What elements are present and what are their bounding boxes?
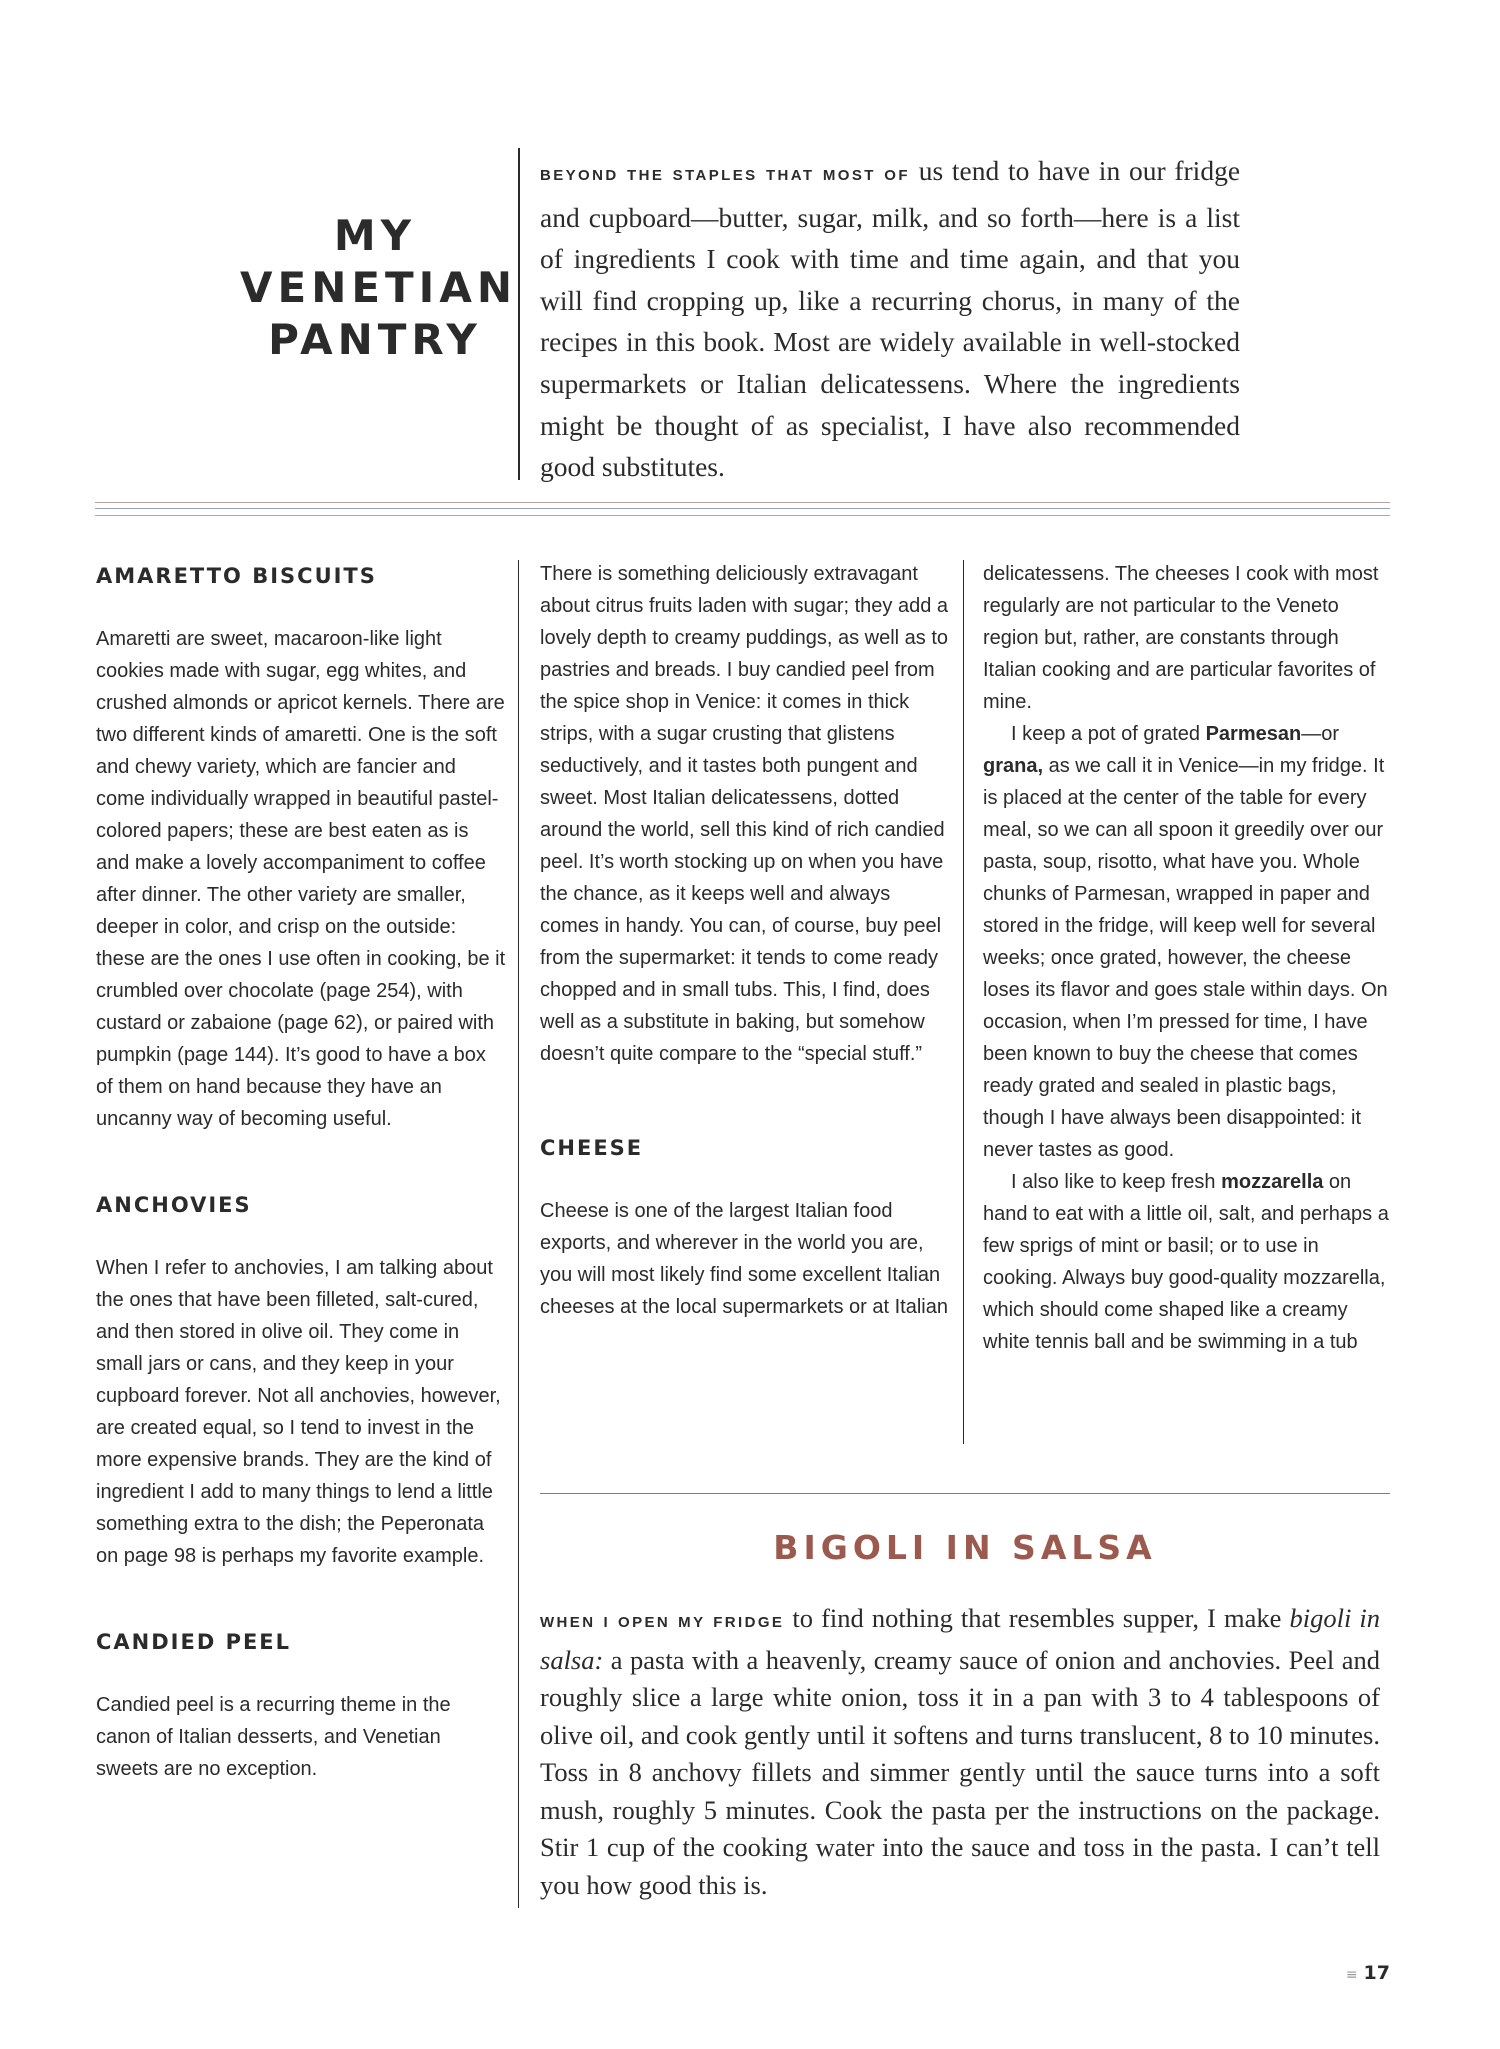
intro-vertical-rule bbox=[518, 148, 520, 480]
title-line: MY bbox=[333, 211, 417, 260]
recipe-lead: WHEN I OPEN MY FRIDGE bbox=[540, 1614, 785, 1631]
text: I keep a pot of grated bbox=[1011, 723, 1206, 745]
divider bbox=[95, 515, 1390, 516]
page-mark-icon: ≡ bbox=[1345, 1967, 1358, 1983]
recipe-divider bbox=[540, 1493, 1390, 1494]
section-heading-candied-peel: CANDIED PEEL bbox=[96, 1630, 292, 1654]
section-body-amaretto: Amaretti are sweet, macaroon-like light cookies made with sugar, egg whites, and crushed almonds or apricot kernels. There are two different kinds of amaretti. One is the soft and chewy variety, which are fancier and come individually wrapped in beautiful pastel-colored papers; these are best eaten as is and make a lovely accompaniment to coffee after dinner. The other variety are smaller, deeper in color, and crisp on the outside: these are the ones I use often in cooking, be it crumbled over chocolate (page 254), with custard or zabaione (page 62), or paired with pumpkin (page 144). It’s good to have a box of them on hand because they have an uncanny way of becoming useful. bbox=[96, 628, 506, 1130]
text: I also like to keep fresh bbox=[1011, 1171, 1222, 1193]
recipe-paragraph bbox=[540, 1600, 1380, 1904]
section-body-anchovies: When I refer to anchovies, I am talking about the ones that have been filleted, salt-cured, and then stored in olive oil. They come in small jars or cans, and they keep in your cupboard forever. Not all anchovies, however, are created equal, so I tend to invest in the more expensive brands. They are the kind of ingredient I add to many things to lend a little something extra to the dish; the Peperonata on page 98 is perhaps my favorite example. bbox=[96, 1257, 501, 1567]
bold-term: mozzarella bbox=[1221, 1171, 1324, 1193]
cheese-paragraph-parmesan bbox=[983, 718, 1393, 1166]
recipe-title: BIGOLI IN SALSA bbox=[773, 1528, 1157, 1567]
column-rule bbox=[963, 560, 964, 1444]
intro-paragraph bbox=[540, 150, 1240, 488]
recipe-text: to find nothing that resembles supper, I make bbox=[784, 1603, 1290, 1633]
section-body-candied-peel-continued: There is something deliciously extravagant about citrus fruits laden with sugar; they add a lovely depth to creamy puddings, as well as to pastries and breads. I buy candied peel from the spice shop in Venice: it comes in thick strips, with a sugar crusting that glistens seductively, and it tastes both pungent and sweet. Most Italian delicatessens, dotted around the world, sell this kind of rich candied peel. It’s worth stocking up on when you have the chance, as it keeps well and always comes in handy. You can, of course, buy peel from the supermarket: it tends to come ready chopped and in small tubs. This, I find, does well as a substitute in baking, but somehow doesn’t quite compare to the “special stuff.” bbox=[540, 563, 949, 1065]
section-body-cheese-continued: delicatessens. The cheeses I cook with most regularly are not particular to the Veneto region but, rather, are constants through Italian cooking and are particular favorites of mine. bbox=[983, 563, 1379, 713]
text: as we call it in Venice—in my fridge. It is placed at the center of the table for every meal, so we can all spoon it greedily over our pasta, soup, risotto, what have you. Whole chunks of Parmesan, wrapped in paper and stored in the fridge, will keep well for several weeks; once grated, however, the cheese loses its flavor and goes stale within days. On occasion, when I’m pressed for time, I have been known to buy the cheese that comes ready grated and sealed in plastic bags, though I have always been disappointed: it never tastes as good. bbox=[983, 755, 1388, 1161]
section-heading-anchovies: ANCHOVIES bbox=[96, 1193, 252, 1217]
section-heading-cheese: CHEESE bbox=[540, 1136, 644, 1160]
column-right bbox=[983, 558, 1393, 1358]
page-number bbox=[1330, 1962, 1390, 1984]
recipe-italic: bigoli in salsa: bbox=[540, 1603, 1381, 1675]
page-title bbox=[240, 210, 517, 366]
text: —or bbox=[1301, 723, 1340, 745]
title-line: VENETIAN bbox=[240, 263, 517, 312]
section-body-cheese: Cheese is one of the largest Italian food exports, and wherever in the world you are, you will most likely find some excellent Italian cheeses at the local supermarkets or at Italian bbox=[540, 1200, 948, 1318]
divider bbox=[95, 508, 1390, 509]
section-body-candied-peel: Candied peel is a recurring theme in the canon of Italian desserts, and Venetian sweets are no exception. bbox=[96, 1694, 451, 1780]
recipe-text: a pasta with a heavenly, creamy sauce of onion and anchovies. Peel and roughly slice a large white onion, toss it in a pan with 3 to 4 tablespoons of olive oil, and cook gently until it softens and turns translucent, 8 to 10 minutes. Toss in 8 anchovy fillets and simmer gently until the sauce turns into a soft mush, roughly 5 minutes. Cook the pasta per the instructions on the package. Stir 1 cup of the cooking water into the sauce and toss in the pasta. I can’t tell you how good this is. bbox=[540, 1644, 1380, 1900]
section-heading-amaretto: AMARETTO BISCUITS bbox=[96, 564, 377, 588]
text: on hand to eat with a little oil, salt, and perhaps a few sprigs of mint or basil; or to use in cooking. Always buy good-quality mozzarella, which should come shaped like a creamy white tennis ball and be swimming in a tub bbox=[983, 1171, 1389, 1353]
bold-term: grana, bbox=[983, 755, 1044, 777]
divider bbox=[95, 502, 1390, 503]
column-left bbox=[96, 560, 506, 1785]
intro-lead: BEYOND THE STAPLES THAT MOST OF bbox=[540, 167, 910, 184]
title-line: PANTRY bbox=[268, 315, 482, 364]
page-number-value: 17 bbox=[1363, 1962, 1390, 1984]
cheese-paragraph-mozzarella bbox=[983, 1166, 1393, 1358]
intro-text: us tend to have in our fridge and cupboard—butter, sugar, milk, and so forth—here is a list of ingredients I cook with time and time again, and that you will find cropping up, like a recurring chorus, in many of the recipes in this book. Most are widely available in well-stocked supermarkets or Italian delicatessens. Where the ingredients might be thought of as specialist, I have also recommended good substitutes. bbox=[540, 155, 1241, 483]
bold-term: Parmesan bbox=[1205, 723, 1302, 745]
column-rule bbox=[518, 560, 519, 1908]
column-middle bbox=[540, 558, 950, 1323]
